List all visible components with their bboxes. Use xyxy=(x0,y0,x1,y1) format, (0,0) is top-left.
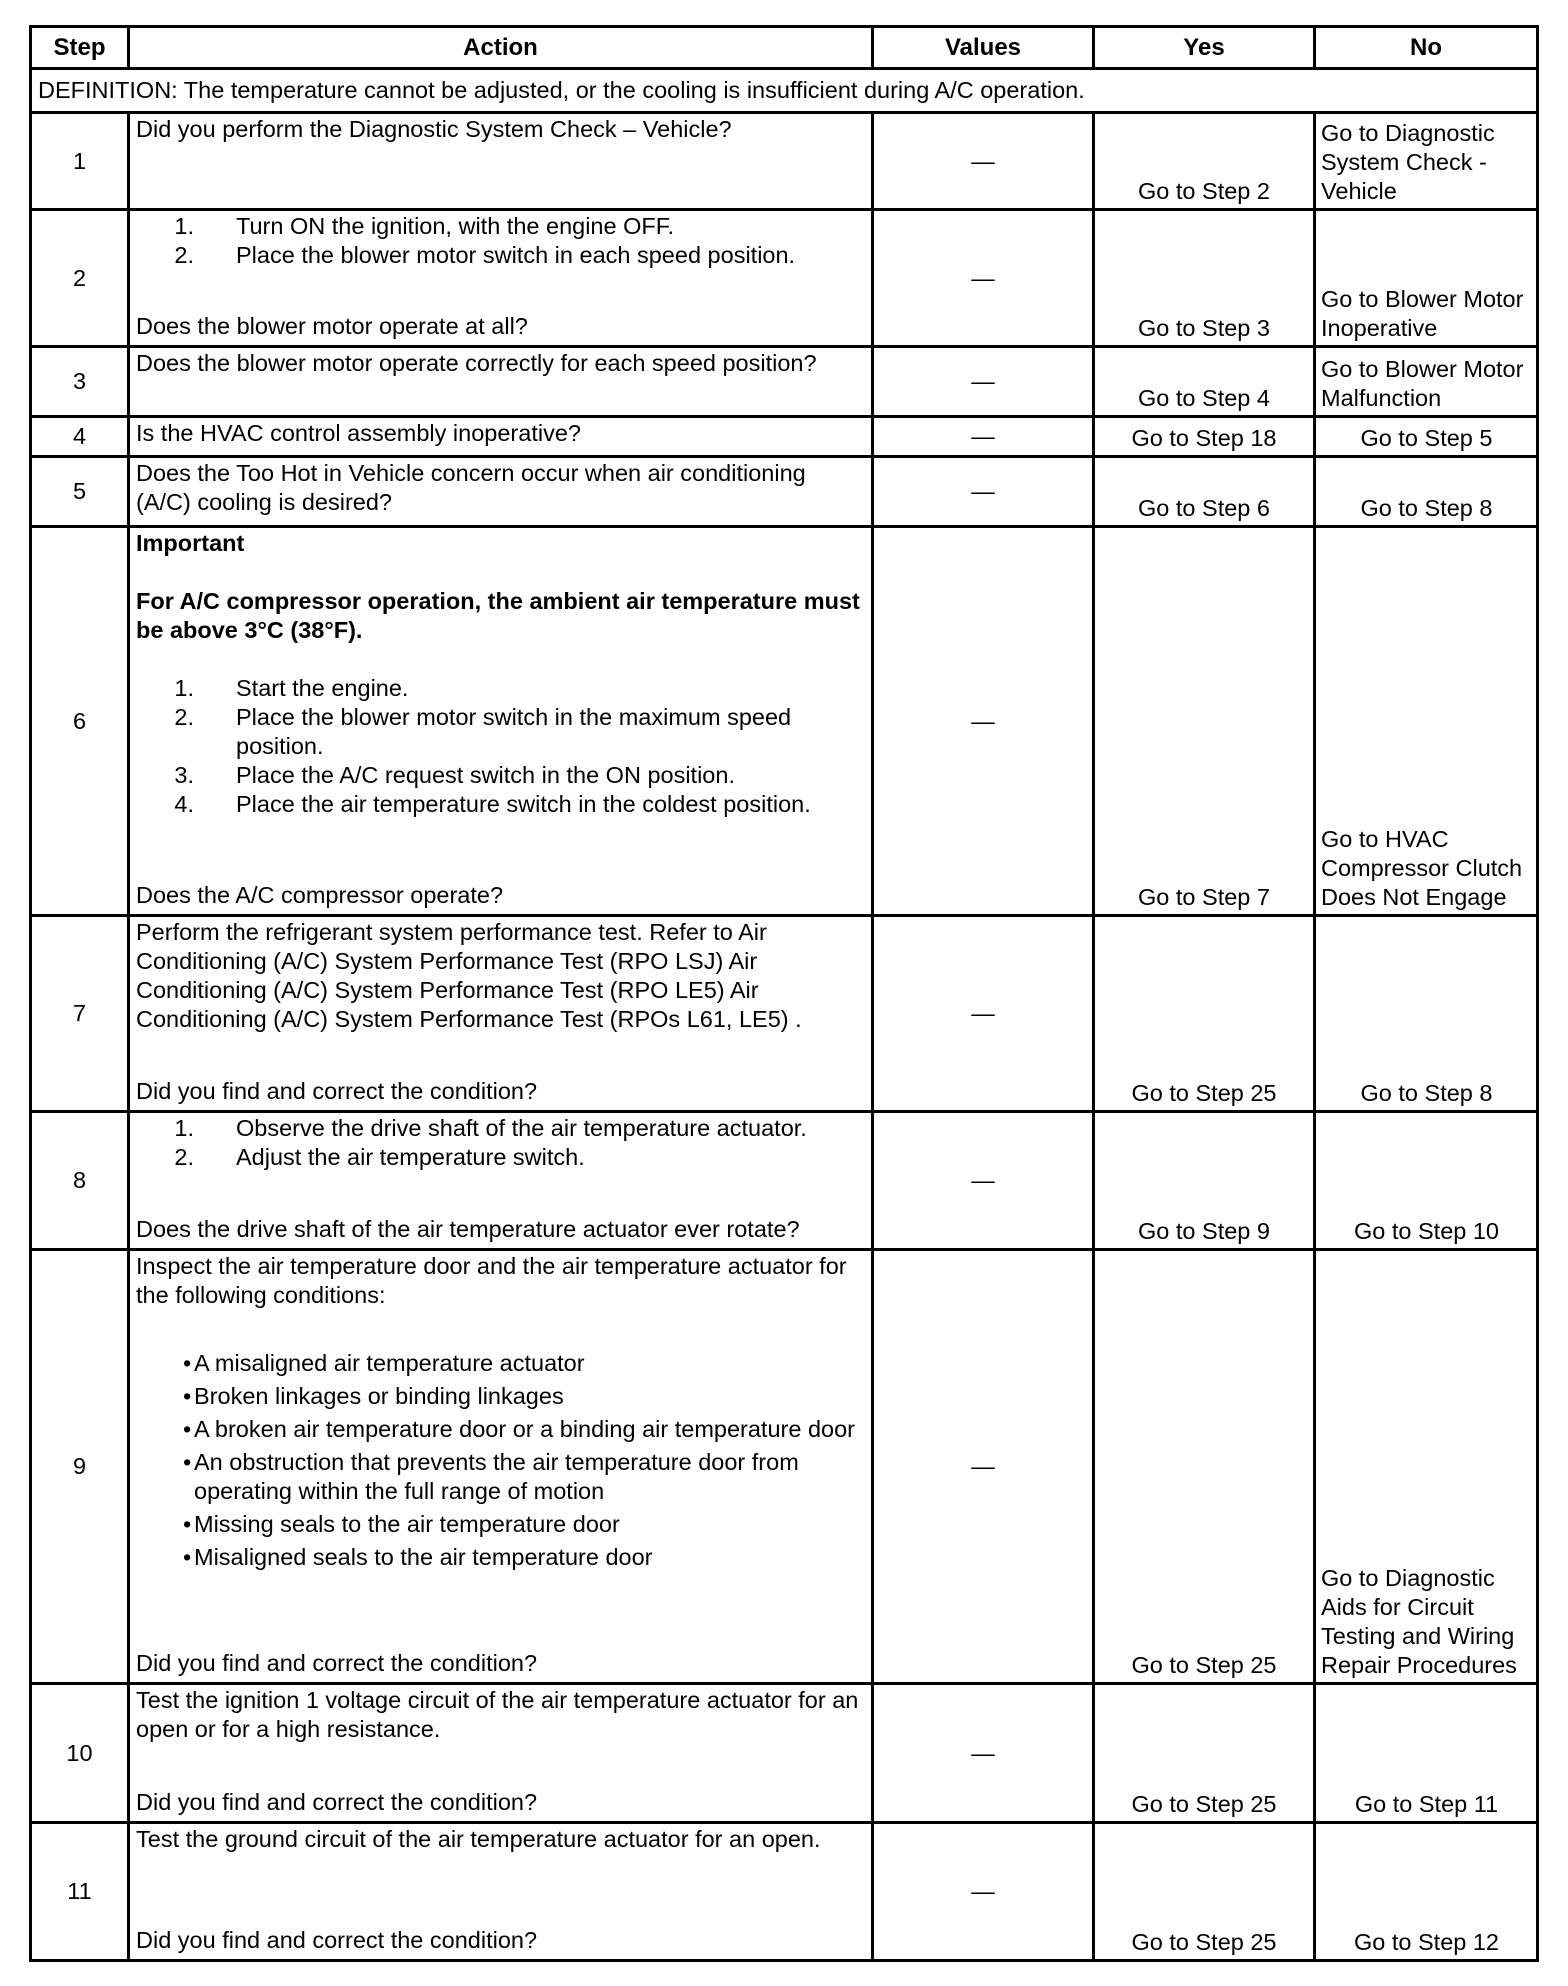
value-cell: — xyxy=(873,1112,1094,1250)
table-row xyxy=(31,1112,1538,1250)
no-cell: Go to Step 11 xyxy=(1315,1684,1538,1823)
list-item: • An obstruction that prevents the air temperature door from operating within the full range of motion xyxy=(183,1449,799,1504)
list-item: 2. Place the blower motor switch in each speed position. xyxy=(174,242,796,268)
table-row xyxy=(31,457,1538,527)
value-cell: — xyxy=(873,916,1094,1112)
definition-row xyxy=(31,69,1538,113)
question: Does the Too Hot in Vehicle concern occur when air conditioning (A/C) cooling is desired? xyxy=(136,460,806,515)
diagnostic-table xyxy=(29,25,1539,1962)
list-item: 3. Place the A/C request switch in the ON position. xyxy=(174,762,735,788)
header-action: Action xyxy=(129,27,873,69)
table-row xyxy=(31,210,1538,347)
question: Does the blower motor operate correctly for each speed position? xyxy=(136,350,817,376)
table-row xyxy=(31,113,1538,210)
no-cell: Go to Step 8 xyxy=(1315,457,1538,527)
list-item: • A broken air temperature door or a binding air temperature door xyxy=(183,1416,855,1442)
action-cell xyxy=(129,113,873,210)
table-row xyxy=(31,417,1538,457)
table-row xyxy=(31,916,1538,1112)
question: Is the HVAC control assembly inoperative? xyxy=(136,420,581,446)
list-item: • A misaligned air temperature actuator xyxy=(183,1350,585,1376)
question: Did you find and correct the condition? xyxy=(136,1927,538,1953)
bullet-list xyxy=(136,1349,865,1572)
action-cell xyxy=(129,417,873,457)
yes-cell: Go to Step 25 xyxy=(1094,1250,1315,1684)
value-cell: — xyxy=(873,457,1094,527)
value-cell: — xyxy=(873,113,1094,210)
value-cell: — xyxy=(873,1823,1094,1961)
question: Did you find and correct the condition? xyxy=(136,1078,538,1104)
no-cell: Go to Step 10 xyxy=(1315,1112,1538,1250)
yes-cell: Go to Step 3 xyxy=(1094,210,1315,347)
question: Did you find and correct the condition? xyxy=(136,1650,538,1676)
yes-cell: Go to Step 6 xyxy=(1094,457,1315,527)
step-number: 1 xyxy=(31,113,129,210)
numbered-list xyxy=(136,212,865,270)
question: Did you perform the Diagnostic System Check – Vehicle? xyxy=(136,116,732,142)
list-item: • Misaligned seals to the air temperature door xyxy=(183,1544,653,1570)
list-item: • Missing seals to the air temperature door xyxy=(183,1511,620,1537)
no-cell: Go to Step 12 xyxy=(1315,1823,1538,1961)
important-title: Important xyxy=(136,530,245,556)
value-cell: — xyxy=(873,417,1094,457)
list-item: 4. Place the air temperature switch in the coldest position. xyxy=(174,791,811,817)
list-item: 2. Adjust the air temperature switch. xyxy=(174,1144,585,1170)
no-cell: Go to Blower Motor Inoperative xyxy=(1315,210,1538,347)
table-row xyxy=(31,1250,1538,1684)
step-number: 7 xyxy=(31,916,129,1112)
action-cell xyxy=(129,210,873,347)
action-text: Perform the refrigerant system performance test. Refer to Air Conditioning (A/C) System Performance Test (RPO LSJ) Air Conditioning (A/C) System Performance Test (RPO LE5) Air Conditioning (A/C) System Performance Test (RPOs L61, LE5) . xyxy=(136,919,802,1032)
definition-text: DEFINITION: The temperature cannot be adjusted, or the cooling is insufficient during A/C operation. xyxy=(31,69,1538,113)
step-number: 4 xyxy=(31,417,129,457)
action-text: Inspect the air temperature door and the air temperature actuator for the following conditions: xyxy=(136,1253,847,1308)
table-row xyxy=(31,527,1538,916)
no-cell: Go to Diagnostic Aids for Circuit Testing and Wiring Repair Procedures xyxy=(1315,1250,1538,1684)
yes-cell: Go to Step 9 xyxy=(1094,1112,1315,1250)
important-text: For A/C compressor operation, the ambient air temperature must be above 3°C (38°F). xyxy=(136,588,860,643)
action-cell xyxy=(129,1684,873,1823)
no-cell: Go to Step 8 xyxy=(1315,916,1538,1112)
step-number: 10 xyxy=(31,1684,129,1823)
step-number: 3 xyxy=(31,347,129,417)
header-yes: Yes xyxy=(1094,27,1315,69)
action-cell xyxy=(129,1823,873,1961)
action-cell xyxy=(129,527,873,916)
action-text: Test the ignition 1 voltage circuit of the air temperature actuator for an open or for a high resistance. xyxy=(136,1687,859,1742)
question: Does the blower motor operate at all? xyxy=(136,313,528,339)
action-text: Test the ground circuit of the air temperature actuator for an open. xyxy=(136,1826,821,1852)
yes-cell: Go to Step 4 xyxy=(1094,347,1315,417)
list-item: 1. Observe the drive shaft of the air temperature actuator. xyxy=(174,1115,807,1141)
header-no: No xyxy=(1315,27,1538,69)
numbered-list xyxy=(136,1114,865,1172)
list-item: 1. Start the engine. xyxy=(174,675,409,701)
header-step: Step xyxy=(31,27,129,69)
step-number: 11 xyxy=(31,1823,129,1961)
step-number: 5 xyxy=(31,457,129,527)
question: Did you find and correct the condition? xyxy=(136,1789,538,1815)
step-number: 2 xyxy=(31,210,129,347)
value-cell: — xyxy=(873,347,1094,417)
header-values: Values xyxy=(873,27,1094,69)
no-cell: Go to Blower Motor Malfunction xyxy=(1315,347,1538,417)
action-cell xyxy=(129,457,873,527)
question: Does the drive shaft of the air temperature actuator ever rotate? xyxy=(136,1216,800,1242)
value-cell: — xyxy=(873,1250,1094,1684)
yes-cell: Go to Step 2 xyxy=(1094,113,1315,210)
yes-cell: Go to Step 25 xyxy=(1094,916,1315,1112)
no-cell: Go to Diagnostic System Check - Vehicle xyxy=(1315,113,1538,210)
no-cell: Go to Step 5 xyxy=(1315,417,1538,457)
step-number: 9 xyxy=(31,1250,129,1684)
action-cell xyxy=(129,1250,873,1684)
no-cell: Go to HVAC Compressor Clutch Does Not Engage xyxy=(1315,527,1538,916)
numbered-list xyxy=(136,674,865,819)
yes-cell: Go to Step 25 xyxy=(1094,1823,1315,1961)
yes-cell: Go to Step 25 xyxy=(1094,1684,1315,1823)
table-row xyxy=(31,1684,1538,1823)
list-item: • Broken linkages or binding linkages xyxy=(183,1383,564,1409)
list-item: 2. Place the blower motor switch in the maximum speed position. xyxy=(174,704,792,759)
action-cell xyxy=(129,916,873,1112)
yes-cell: Go to Step 18 xyxy=(1094,417,1315,457)
step-number: 8 xyxy=(31,1112,129,1250)
action-cell xyxy=(129,1112,873,1250)
yes-cell: Go to Step 7 xyxy=(1094,527,1315,916)
action-cell xyxy=(129,347,873,417)
table-row xyxy=(31,1823,1538,1961)
table-row xyxy=(31,347,1538,417)
value-cell: — xyxy=(873,210,1094,347)
value-cell: — xyxy=(873,527,1094,916)
header-row xyxy=(31,27,1538,69)
step-number: 6 xyxy=(31,527,129,916)
list-item: 1. Turn ON the ignition, with the engine OFF. xyxy=(174,213,675,239)
question: Does the A/C compressor operate? xyxy=(136,882,504,908)
value-cell: — xyxy=(873,1684,1094,1823)
